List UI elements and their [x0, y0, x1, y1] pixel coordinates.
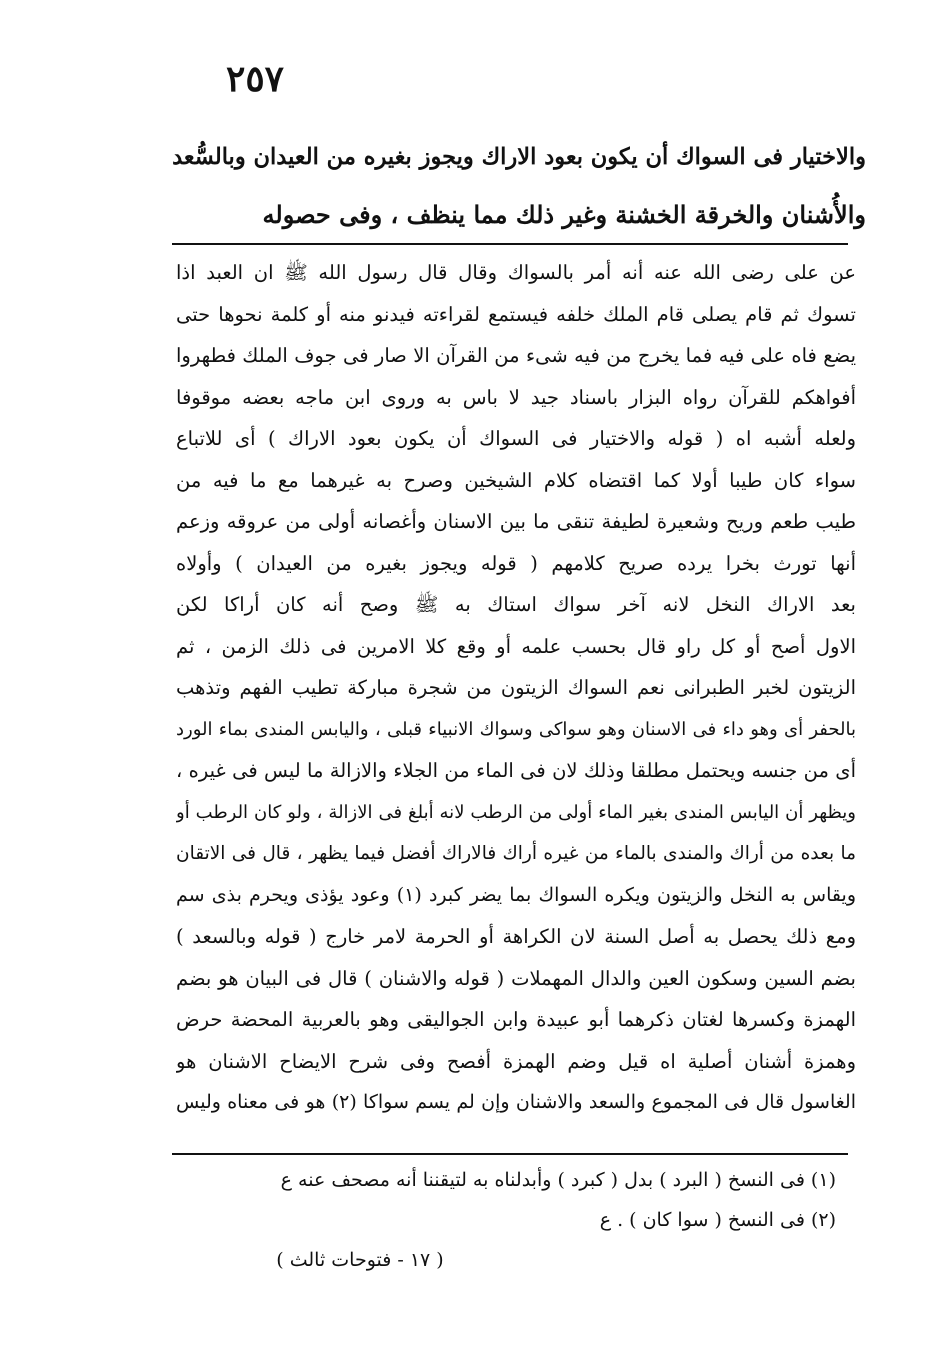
commentary-line: وهمزة أشنان أصلية اه قيل وضم الهمزة أفصح وفى شرح الايضاح الاشنان هو — [176, 1049, 856, 1073]
page-number: ٢٥٧ — [225, 58, 284, 100]
commentary-line: أى من جنسه ويحتمل مطلقا وذلك لان فى الماء من الجلاء والازالة ما ليس فى غيره ، — [176, 759, 856, 782]
commentary-line: ما بعده من أراك والمندى بالماء من غيره أراك فالاراك أفضل فيما يظهر ، قال فى الاتقان — [176, 843, 856, 864]
commentary-line: بعد الاراك النخل لانه آخر سواك استاك به ﷺ وصح أنه كان أراكا لكن — [176, 593, 856, 616]
commentary-line: الاول أصح أو كل راو قال بحسب علمه أو وقع كلا الامرين فى ذلك الزمن ، ثم — [176, 634, 856, 658]
footnotes — [196, 1160, 836, 1240]
commentary-line: أنها تورث بخرا يرده صريح كلامهم ( قوله ويجوز بغيره من العيدان ) وأولاه — [176, 551, 856, 575]
commentary-line: الهمزة وكسرها لغتان ذكرهما أبو عبيدة وابن الجواليقى وهو بالعربية المحضة حرض — [176, 1008, 856, 1031]
commentary-line: يضع فاه على فيه فما يخرج من فيه شىء من القرآن الا صار فى جوف الملك فطهروا — [176, 344, 856, 367]
footnote: (٢) فى النسخ ( سوا كان ) . ع — [599, 1209, 836, 1231]
footnote-separator — [172, 1153, 848, 1155]
main-text-line: والاختيار فى السواك أن يكون بعود الاراك ويجوز بغيره من العيدان وبالسُّعد — [172, 144, 866, 170]
commentary-line: سواء كان طيبا أولا كما اقتضاه كلام الشيخين وصرح به غيرهما مع ما فيه من — [176, 468, 856, 492]
separator-rule — [172, 243, 848, 245]
main-text — [172, 128, 866, 244]
footnote: (١) فى النسخ ( البرد ) بدل ( كبرد ) وأبدلناه به لتيقننا أنه مصحف عنه ع — [280, 1169, 836, 1191]
signature-mark: ( ١٧ - فتوحات ثالث ) — [276, 1249, 444, 1271]
commentary-line: الزيتون لخبر الطبرانى نعم السواك الزيتون من شجرة مباركة تطيب الفهم وتذهب — [176, 676, 856, 699]
main-text-line: والأُشنان والخرقة الخشنة وغير ذلك مما ينظف ، وفى حصوله — [262, 200, 866, 229]
commentary-line: عن على رضى الله عنه أنه أمر بالسواك وقال قال رسول الله ﷺ ان العبد اذا — [176, 261, 856, 284]
commentary-text — [176, 252, 856, 1124]
commentary-line: الغاسول قال فى المجموع والسعد والاشنان وإن لم يسم سواكا (٢) هو فى معناه وليس — [176, 1091, 856, 1113]
commentary-line: بضم السين وسكون العين والدال المهملات ( قوله والاشنان ) قال فى البيان هو بضم — [176, 966, 856, 990]
commentary-line: ولعله أشبه اه ( قوله والاختيار فى السواك أن يكون بعود الاراك ) أى للاتباع — [176, 427, 856, 450]
commentary-line: طيب طعم وريح وشعيرة لطيفة تنقى ما بين الاسنان وأغصانه أولى من عروقه وزعم — [176, 510, 856, 533]
commentary-line: ومع ذلك يحصل به أصل السنة لان الكراهة أو الحرمة لامر خارج ( قوله وبالسعد ) — [176, 925, 856, 948]
commentary-line: أفواهكم للقرآن رواه البزار باسناد جيد لا باس به وروى ابن ماجه بعضه موقوفا — [176, 385, 856, 409]
commentary-line: بالحفر أى وهو داء فى الاسنان وهو سواكى وسواك الانبياء قبلى ، واليابس المندى بماء الورد — [176, 718, 856, 740]
commentary-line: ويظهر أن اليابس المندى بغير الماء أولى من الرطب لانه أبلغ فى الازالة ، ولو كان الرطب أو — [176, 801, 856, 823]
commentary-line: تسوك ثم قام يصلى قام الملك خلفه فيستمع لقراءته فيدنو منه أو كلمة نحوها حتى — [176, 302, 856, 326]
commentary-line: ويقاس به النخل والزيتون ويكره السواك بما يضر كبرد (١) وعود يؤذى ويحرم بذى سم — [176, 883, 856, 906]
